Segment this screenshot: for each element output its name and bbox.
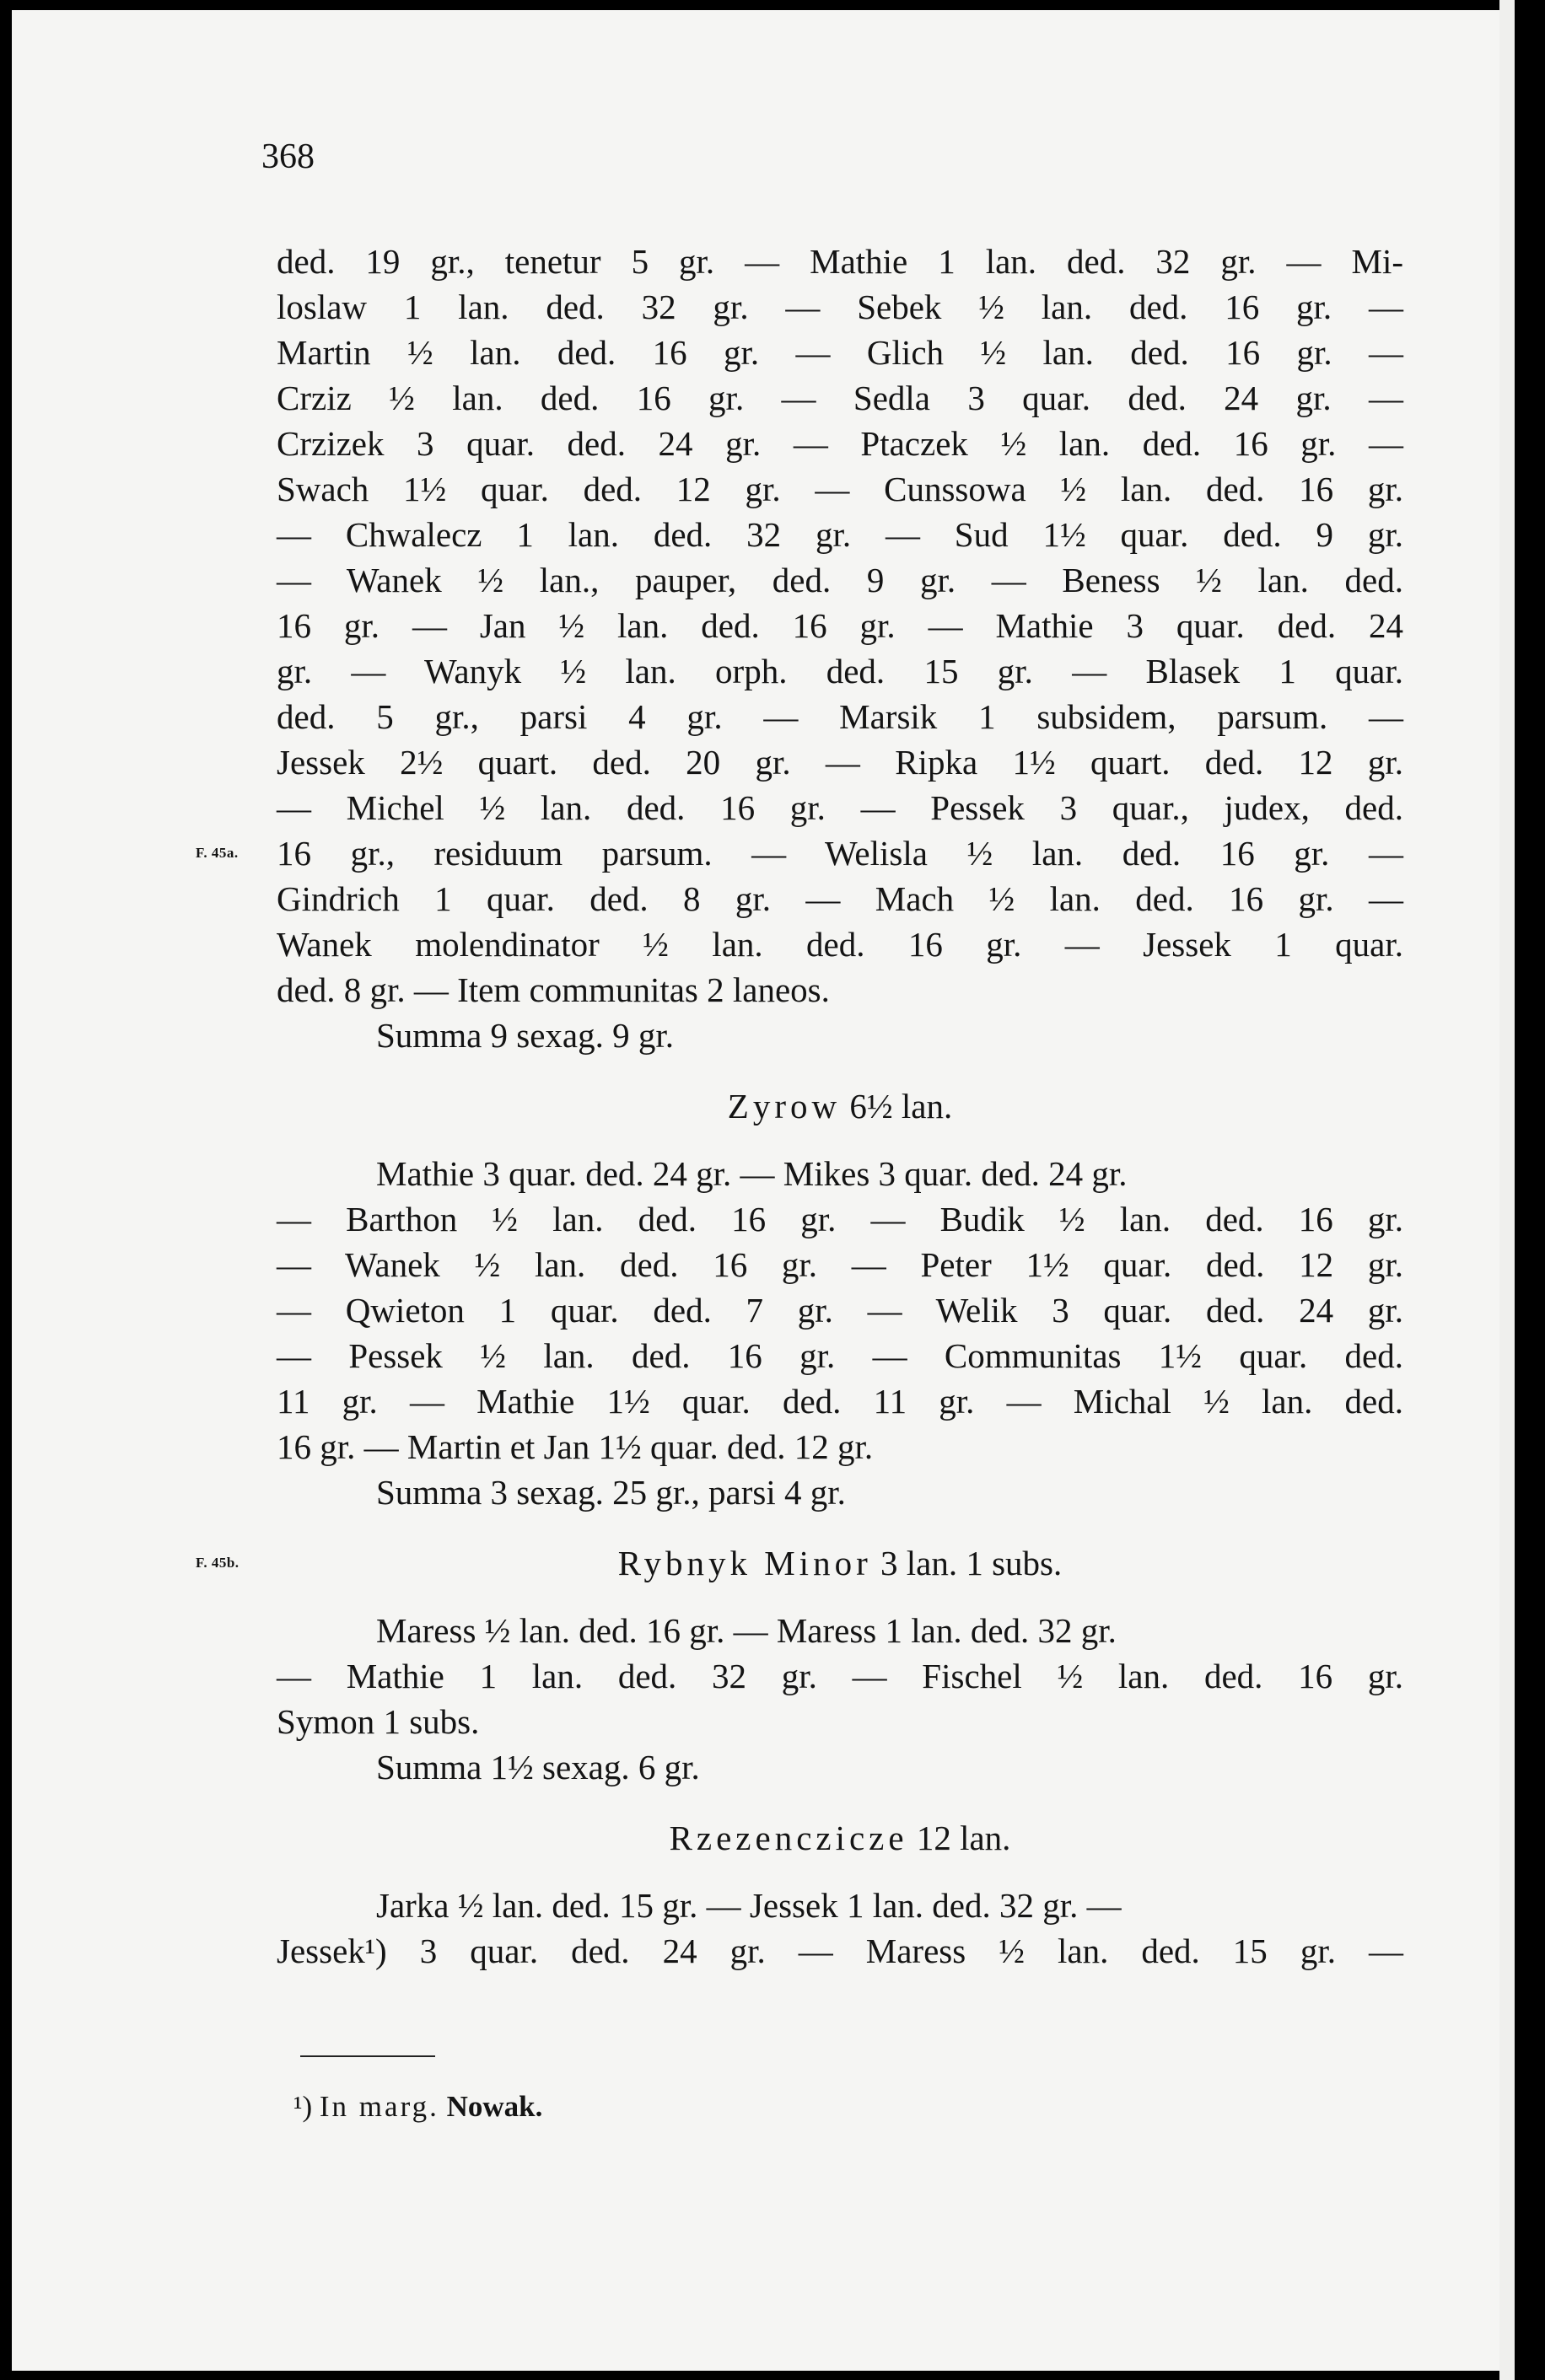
text-line: Crziz ½ lan. ded. 16 gr. — Sedla 3 quar. ded. 24 gr. — bbox=[277, 379, 1403, 417]
heading-name: Rzezenczicze bbox=[669, 1819, 908, 1857]
text-line: ded. 5 gr., parsi 4 gr. — Marsik 1 subsidem, parsum. — bbox=[277, 697, 1403, 736]
text-line: Crzizek 3 quar. ded. 24 gr. — Ptaczek ½ lan. ded. 16 gr. — bbox=[277, 424, 1403, 463]
text-line: gr. — Wanyk ½ lan. orph. ded. 15 gr. — Blasek 1 quar. bbox=[277, 652, 1403, 690]
footnote-mark: ¹) bbox=[293, 2090, 313, 2123]
margin-note: F. 45b. bbox=[196, 1555, 240, 1571]
text-line: 16 gr. — Martin et Jan 1½ quar. ded. 12 gr. bbox=[277, 1427, 874, 1466]
footnote-rule bbox=[300, 2055, 435, 2057]
page-edge bbox=[1499, 0, 1515, 2380]
heading-rest: 12 lan. bbox=[916, 1819, 1011, 1857]
text-line: Swach 1½ quar. ded. 12 gr. — Cunssowa ½ lan. ded. 16 gr. bbox=[277, 470, 1403, 508]
page-number: 368 bbox=[261, 137, 315, 176]
text-line: ded. 8 gr. — Item communitas 2 laneos. bbox=[277, 970, 830, 1009]
text-line bbox=[196, 830, 1403, 876]
text-line: Gindrich 1 quar. ded. 8 gr. — Mach ½ lan. ded. 16 gr. — bbox=[277, 879, 1403, 918]
main-text bbox=[196, 239, 1403, 1974]
footnote bbox=[293, 2087, 542, 2126]
text-line: ded. 19 gr., tenetur 5 gr. — Mathie 1 lan. ded. 32 gr. — Mi- bbox=[277, 242, 1403, 281]
heading-rest: 6½ lan. bbox=[849, 1087, 953, 1126]
text-line: — Qwieton 1 quar. ded. 7 gr. — Welik 3 quar. ded. 24 gr. bbox=[277, 1291, 1403, 1330]
text-line: — Wanek ½ lan., pauper, ded. 9 gr. — Beness ½ lan. ded. bbox=[277, 561, 1403, 599]
text-line: — Mathie 1 lan. ded. 32 gr. — Fischel ½ lan. ded. 16 gr. bbox=[277, 1657, 1403, 1695]
section-heading bbox=[277, 1083, 1403, 1129]
heading-name: Rybnyk Minor bbox=[617, 1544, 872, 1582]
text-line: Jessek 2½ quart. ded. 20 gr. — Ripka 1½ quart. ded. 12 gr. bbox=[277, 743, 1403, 782]
footnote-spaced: In marg. bbox=[319, 2090, 439, 2123]
text-line: 16 gr. — Jan ½ lan. ded. 16 gr. — Mathie 3 quar. ded. 24 bbox=[277, 606, 1403, 645]
heading-name: Zyrow bbox=[727, 1087, 842, 1126]
text-line: Mathie 3 quar. ded. 24 gr. — Mikes 3 quar. ded. 24 gr. bbox=[376, 1154, 1128, 1193]
text-line-content: 16 gr., residuum parsum. — Welisla ½ lan. ded. 16 gr. — bbox=[277, 834, 1403, 873]
summa-line: Summa 9 sexag. 9 gr. bbox=[376, 1016, 675, 1055]
text-line: Symon 1 subs. bbox=[277, 1702, 480, 1741]
summa-line: Summa 3 sexag. 25 gr., parsi 4 gr. bbox=[376, 1473, 846, 1512]
text-line: Maress ½ lan. ded. 16 gr. — Maress 1 lan. ded. 32 gr. bbox=[376, 1611, 1117, 1650]
section-heading bbox=[196, 1540, 1403, 1586]
text-line: — Michel ½ lan. ded. 16 gr. — Pessek 3 quar., judex, ded. bbox=[277, 788, 1403, 827]
section-heading bbox=[277, 1815, 1403, 1861]
text-line: 11 gr. — Mathie 1½ quar. ded. 11 gr. — Michal ½ lan. ded. bbox=[277, 1382, 1403, 1421]
text-line: — Barthon ½ lan. ded. 16 gr. — Budik ½ lan. ded. 16 gr. bbox=[277, 1200, 1403, 1238]
text-line: Jessek¹) 3 quar. ded. 24 gr. — Maress ½ lan. ded. 15 gr. — bbox=[277, 1931, 1403, 1970]
text-line: Jarka ½ lan. ded. 15 gr. — Jessek 1 lan. ded. 32 gr. — bbox=[376, 1886, 1122, 1925]
heading-rest: 3 lan. 1 subs. bbox=[880, 1544, 1063, 1582]
summa-line: Summa 1½ sexag. 6 gr. bbox=[376, 1748, 700, 1786]
footnote-text: Nowak. bbox=[446, 2090, 543, 2123]
text-line: — Pessek ½ lan. ded. 16 gr. — Communitas 1½ quar. ded. bbox=[277, 1336, 1403, 1375]
text-line: loslaw 1 lan. ded. 32 gr. — Sebek ½ lan. ded. 16 gr. — bbox=[277, 287, 1403, 326]
text-line: — Wanek ½ lan. ded. 16 gr. — Peter 1½ quar. ded. 12 gr. bbox=[277, 1245, 1403, 1284]
text-line: Wanek molendinator ½ lan. ded. 16 gr. — Jessek 1 quar. bbox=[277, 925, 1403, 964]
margin-note: F. 45a. bbox=[196, 845, 239, 861]
text-line: — Chwalecz 1 lan. ded. 32 gr. — Sud 1½ quar. ded. 9 gr. bbox=[277, 515, 1403, 554]
text-line: Martin ½ lan. ded. 16 gr. — Glich ½ lan. ded. 16 gr. — bbox=[277, 333, 1403, 372]
